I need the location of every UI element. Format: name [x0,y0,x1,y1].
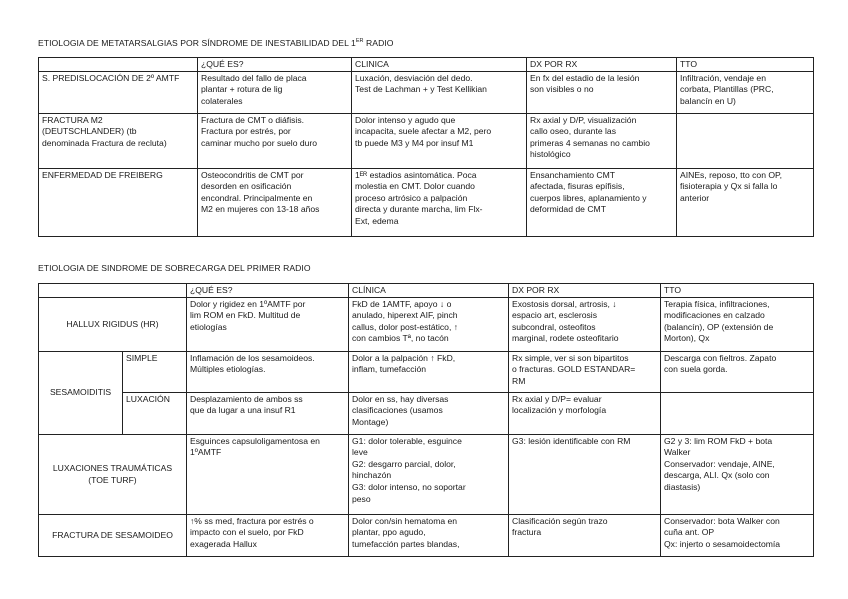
table-row [39,297,814,351]
cell-line: Morton), Qx [664,333,710,344]
row-clinica [352,71,527,113]
cell-line: G2 y 3: lim ROM FkD + bota [664,435,773,446]
cell-line: localización y morfología [512,405,607,416]
cell-line: diastasis) [664,481,701,492]
cell-line: FRACTURA M2 [42,114,103,125]
cell-line: denominada Fractura de recluta) [42,137,167,148]
cell-line: callo oseo, durante las [530,126,616,137]
cell-line: M2 en mujeres con 13-18 años [201,204,320,215]
luxaciones-name [39,434,187,514]
cell-line: tb puede M3 y M4 por insuf M1 [355,137,474,148]
cell-line: anterior [680,192,710,203]
cell-line: desorden en osificación [201,181,292,192]
row-que [198,113,352,168]
cell-line: Dolor con/sin hematoma en [352,515,458,526]
cell-line: Dolor intenso y agudo que [355,114,456,125]
cell-line: Walker [664,447,691,458]
header-cell: CLINICA [352,58,527,72]
cell-line: Múltiples etiologías. [190,364,266,375]
header-cell: DX POR RX [527,58,677,72]
cell-line: G3: lesión identificable con RM [512,435,631,446]
cell-line: deformidad de CMT [530,204,606,215]
cell-line: hinchazón [352,470,392,481]
cell-line: leve [352,447,368,458]
table-row [39,168,814,236]
cell-line: balancín en U) [680,95,736,106]
cell-line: Ext, edema [355,215,399,226]
cell-line: (TOE TURF) [88,474,137,485]
cell-line: Luxación, desviación del dedo. [355,72,473,83]
row-tto [677,168,814,236]
cell-line: Exostosis dorsal, artrosis, ↓ [512,298,617,309]
header-cell: ¿QUÉ ES? [187,284,349,298]
cell-line: G2: desgarro parcial, dolor, [352,458,456,469]
cell-line: con suela gorda. [664,364,728,375]
table-row [39,434,814,514]
row-name [39,113,198,168]
cell-line: 1ᴱᴿ estadios asintomática. Poca [355,169,477,180]
cell-line: incapacita, suele afectar a M2, pero [355,126,492,137]
cell-line: clasificaciones (usamos [352,405,443,416]
table-header-row [39,58,814,72]
cell-line: cuerpos libres, aplanamiento y [530,192,647,203]
cell-line: colaterales [201,95,243,106]
row-que [187,351,349,392]
header-cell: DX POR RX [509,284,661,298]
row-dx [509,351,661,392]
cell-line: encondral. Principalmente en [201,192,313,203]
cell-line: Conservador: vendaje, AINE, [664,458,775,469]
cell-line: fisioterapia y Qx si falla lo [680,181,778,192]
cell-line: modificaciones en calzado [664,310,765,321]
header-cell: TTO [661,284,814,298]
hallux-name: HALLUX RIGIDUS (HR) [39,297,187,351]
cell-line: Fractura de CMT o diáfisis. [201,114,304,125]
subtype-label: LUXACIÓN [123,392,187,434]
cell-line: Rx axial y D/P= evaluar [512,393,602,404]
cell-line: Inflamación de los sesamoideos. [190,352,315,363]
cell-line: plantar + rotura de lig [201,84,283,95]
row-dx [527,168,677,236]
row-dx [509,392,661,434]
row-dx [509,514,661,556]
table-row [39,71,814,113]
row-clinica [349,434,509,514]
cell-line: peso [352,493,371,504]
fractura-name: FRACTURA DE SESAMOIDEO [39,514,187,556]
cell-line: LUXACIONES TRAUMÁTICAS [52,463,173,473]
cell-line: Osteocondritis de CMT por [201,169,304,180]
row-que [187,514,349,556]
header-cell [39,284,187,298]
cell-line: Dolor en ss, hay diversas [352,393,449,404]
cell-line: ENFERMEDAD DE FREIBERG [42,169,163,180]
row-clinica [349,514,509,556]
cell-line: etiologías [190,321,227,332]
header-cell: CLÍNICA [349,284,509,298]
cell-line: cuña ant. OP [664,527,715,538]
sesamoiditis-name: SESAMOIDITIS [39,351,123,434]
cell-line: proceso artrósico a palpación [355,192,468,203]
cell-line: Fractura por estrés, por [201,126,291,137]
cell-line: con cambios Tª, no tacón [352,333,449,344]
row-tto [661,392,814,434]
cell-line: caminar mucho por suelo duro [201,137,318,148]
row-name [39,71,198,113]
row-que [187,392,349,434]
row-que [198,168,352,236]
cell-line: directa y durante marcha, lim Flx- [355,204,483,215]
cell-line: Esguinces capsuloligamentosa en [190,435,320,446]
cell-line: Ensanchamiento CMT [530,169,616,180]
cell-line: espacio art, esclerosis [512,310,598,321]
cell-line: plantar, ppo agudo, [352,527,426,538]
cell-line: son visibles o no [530,84,594,95]
cell-line: Desplazamiento de ambos ss [190,393,303,404]
row-tto [661,297,814,351]
subtype-label: SIMPLE [123,351,187,392]
cell-line: Rx axial y D/P, visualización [530,114,637,125]
row-clinica [349,297,509,351]
section1-title: ETIOLOGIA DE METATARSALGIAS POR SÍNDROME DE INESTABILIDAD DEL 1ER RADIO [38,38,394,48]
cell-line: marginal, rodete osteofitario [512,333,619,344]
header-cell: TTO [677,58,814,72]
row-dx [509,434,661,514]
cell-line: G3: dolor intenso, no soportar [352,481,466,492]
cell-line: impacto con el suelo, por FkD [190,527,304,538]
row-tto [677,71,814,113]
cell-line: Montage) [352,416,389,427]
metatarsalgia-table [38,57,814,237]
cell-line: Qx: injerto o sesamoidectomía [664,538,781,549]
cell-line: En fx del estadio de la lesión [530,72,640,83]
row-que [187,297,349,351]
cell-line: descarga, ALI. Qx (solo con [664,470,770,481]
cell-line: Infiltración, vendaje en [680,72,766,83]
table-header-row [39,284,814,298]
table-row [39,113,814,168]
sobrecarga-table [38,283,814,557]
cell-line: o fracturas. GOLD ESTANDAR= [512,364,636,375]
row-tto [661,351,814,392]
row-clinica [352,113,527,168]
cell-line: Dolor y rigidez en 1ºAMTF por [190,298,306,309]
row-tto [661,514,814,556]
cell-line: corbata, Plantillas (PRC, [680,84,774,95]
cell-line: FkD de 1AMTF, apoyo ↓ o [352,298,452,309]
cell-line: Conservador: bota Walker con [664,515,780,526]
cell-line: Descarga con fieltros. Zapato [664,352,777,363]
cell-line: subcondral, osteofitos [512,321,596,332]
header-cell: ¿QUÉ ES? [198,58,352,72]
cell-line: ↑% ss med, fractura por estrés o [190,515,314,526]
cell-line: 1ºAMTF [190,447,222,458]
cell-line: Resultado del fallo de placa [201,72,307,83]
cell-line: RM [512,375,526,386]
row-dx [509,297,661,351]
cell-line: Terapia física, infiltraciones, [664,298,770,309]
section2-title: ETIOLOGIA DE SINDROME DE SOBRECARGA DEL PRIMER RADIO [38,263,311,273]
cell-line: lim ROM en FkD. Multitud de [190,310,301,321]
table-row [39,351,814,392]
row-dx [527,71,677,113]
row-que [187,434,349,514]
cell-line: G1: dolor tolerable, esguince [352,435,462,446]
cell-line: callus, dolor post-estático, ↑ [352,321,459,332]
cell-line: histológico [530,149,571,160]
row-clinica [349,392,509,434]
row-name [39,168,198,236]
row-dx [527,113,677,168]
cell-line: exagerada Hallux [190,538,257,549]
row-clinica [352,168,527,236]
cell-line: AINEs, reposo, tto con OP, [680,169,783,180]
table-row [39,514,814,556]
cell-line: Dolor a la palpación ↑ FkD, [352,352,456,363]
row-que [198,71,352,113]
row-tto [677,113,814,168]
cell-line: S. PREDISLOCACIÓN DE 2º AMTF [42,72,180,83]
cell-line: tumefacción partes blandas, [352,538,460,549]
cell-line: inflam, tumefacción [352,364,427,375]
cell-line: Rx simple, ver si son bipartitos [512,352,629,363]
cell-line: fractura [512,527,542,538]
cell-line: que da lugar a una insuf R1 [190,405,296,416]
header-cell [39,58,198,72]
row-tto [661,434,814,514]
cell-line: molestia en CMT. Dolor cuando [355,181,475,192]
row-clinica [349,351,509,392]
cell-line: primeras 4 semanas no cambio [530,137,650,148]
cell-line: afectada, fisuras epífisis, [530,181,625,192]
cell-line: (balancín), OP (extensión de [664,321,774,332]
cell-line: Test de Lachman + y Test Kellikian [355,84,487,95]
table-row [39,392,814,434]
cell-line: (DEUTSCHLANDER) (tb [42,126,137,137]
cell-line: Clasificación según trazo [512,515,608,526]
cell-line: anulado, hiperext AIF, pinch [352,310,458,321]
